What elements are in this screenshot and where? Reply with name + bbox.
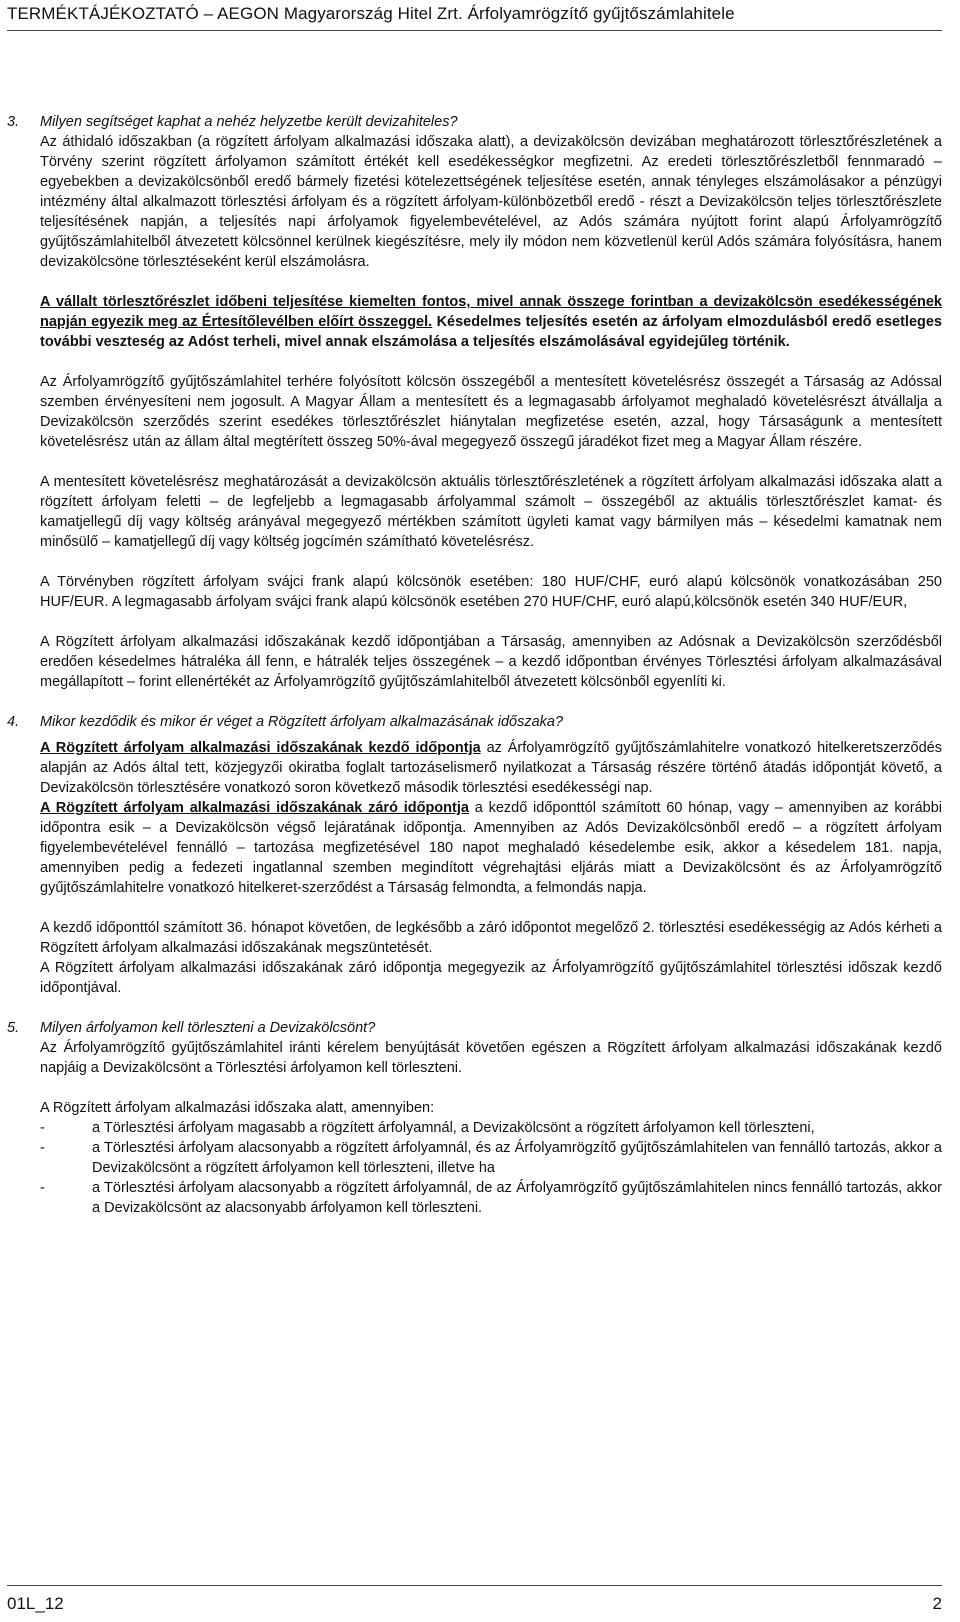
document-code: 01L_12: [7, 1594, 64, 1613]
page-footer: [7, 1585, 942, 1616]
section-4-body: [40, 738, 942, 998]
list-item-text: a Törlesztési árfolyam magasabb a rögzített árfolyamnál, a Devizakölcsönt a rögzített árfolyamon kell törleszteni,: [92, 1120, 815, 1136]
list-item-text: a Törlesztési árfolyam alacsonyabb a rögzített árfolyamnál, és az Árfolyamrögzítő gyűjtőszámlahitelen van fennálló tartozás, akkor a Devizakölcsönt a rögzített árfolyamon kell törleszteni, illetve ha: [92, 1140, 942, 1176]
section-number: 4.: [7, 714, 20, 730]
section-number: 5.: [7, 1020, 20, 1036]
list-item: [40, 1138, 942, 1178]
section-5-body: [40, 1038, 942, 1118]
paragraph: [40, 798, 942, 898]
bullet-marker: -: [40, 1120, 45, 1136]
paragraph: [40, 738, 942, 798]
paragraph: A mentesített követelésrész meghatározását a devizakölcsön aktuális törlesztőrészletének a rögzített árfolyam alkalmazási időszaka alatt a rögzített árfolyam feletti – de legfeljebb a legmagasabb árfolyammal számolt – összegéből az aktuális törlesztőrészlet kamat- és kamatjellegű díj vagy költség arányával megegyező mértékben számított ügyleti kamat vagy bármilyen más – késedelmi kamatnak nem minősülő – kamatjellegű díj vagy költség jogcímén számítható követelésrész.: [40, 474, 942, 550]
section-title: Milyen segítséget kaphat a nehéz helyzetbe került devizahiteles?: [40, 114, 458, 130]
list-item-text: a Törlesztési árfolyam alacsonyabb a rögzített árfolyamnál, de az Árfolyamrögzítő gyűjtőszámlahitelen nincs fennálló tartozás, akkor a Devizakölcsönt az alacsonyabb árfolyamon kell törleszteni.: [92, 1180, 942, 1216]
page-header: [7, 2, 942, 31]
bold-text: Késedelmes teljesítés esetén az árfolyam elmozdulásból eredő esetleges további veszteség az Adóst terheli, mivel annak elszámolása a teljesítés elszámolásával egyidejűleg történik.: [40, 314, 942, 350]
bullet-marker: -: [40, 1180, 45, 1196]
section-5-heading: [7, 1018, 942, 1038]
paragraph: A Rögzített árfolyam alkalmazási időszaka alatt, amennyiben:: [40, 1100, 435, 1116]
section-number: 3.: [7, 114, 20, 130]
bullet-marker: -: [40, 1140, 45, 1156]
list-item: [40, 1178, 942, 1218]
section-title: Milyen árfolyamon kell törleszteni a Devizakölcsönt?: [40, 1020, 376, 1036]
document-body: [7, 112, 942, 1218]
paragraph: A Törvényben rögzített árfolyam svájci frank alapú kölcsönök esetében: 180 HUF/CHF, euró alapú kölcsönök vonatkozásában 250 HUF/EUR. A legmagasabb árfolyam svájci frank alapú kölcsönök esetében 270 HUF/CHF, euró alapú,kölcsönök esetén 340 HUF/EUR,: [40, 574, 942, 610]
section-title: Mikor kezdődik és mikor ér véget a Rögzített árfolyam alkalmazásának időszaka?: [40, 714, 564, 730]
paragraph: A Rögzített árfolyam alkalmazási időszakának kezdő időpontjában a Társaság, amennyiben az Adósnak a Devizakölcsön szerződésből eredően késedelmes hátraléka áll fenn, e hátralék teljes összegének – a kezdő időpontban érvényes Törlesztési árfolyam alkalmazásával megállapított – forint ellenértékét az Árfolyamrögzítő gyűjtőszámlahitelből átvezetett kölcsönből egyenlíti ki.: [40, 634, 942, 690]
paragraph: Az áthidaló időszakban (a rögzített árfolyam alkalmazási időszaka alatt), a devizakölcsön devizában meghatározott törlesztőrészletének a Törvény szerint rögzített árfolyamon számított értékét kell esedékességkor megfizetni. Az eredeti törlesztőrészletből fennmaradó – egyebekben a devizakölcsönből eredő bármely fizetési kötelezettségének teljesítése esetén, annak tényleges elszámolásakor a pénzügyi intézmény által alkalmazott törlesztési árfolyam és a rögzített árfolyam-különbözetből eredő - részt a Devizakölcsön teljes törlesztőrészlete teljesítésének napján, a teljesítés napi árfolyamok figyelembevételével, az Adós számára nyújtott forint alapú Árfolyamrögzítő gyűjtőszámlahitelből átvezetett kölcsönnel kerülnek kiegészítésre, mely ily módon nem közvetlenül kerül Adós számára folyósításra, hanem devizakölcsöne törlesztéseként kerül elszámolásra.: [40, 134, 942, 270]
list-item: [40, 1118, 942, 1138]
paragraph: A Rögzített árfolyam alkalmazási időszakának záró időpontja megegyezik az Árfolyamrögzítő gyűjtőszámlahitel törlesztési időszak kezdő időpontjával.: [40, 960, 942, 996]
underlined-text: A vállalt törlesztőrészlet időbeni teljesítése kiemelten fontos, mivel annak összege forintban a devizakölcsön esedékességének napján egyezik meg az Értesítőlevélben előírt összeggel.: [40, 294, 942, 330]
paragraph-emphasis: [40, 292, 942, 352]
section-4-heading: [7, 712, 942, 732]
section-3-heading: [7, 112, 942, 132]
paragraph: Az Árfolyamrögzítő gyűjtőszámlahitel terhére folyósított kölcsön összegéből a mentesített követelésrész összegét a Társaság az Adóssal szemben érvényesíteni nem jogosult. A Magyar Állam a mentesített és a legmagasabb árfolyamot meghaladó követelésrészt átvállalja a Devizakölcsön szerződés szerint esedékes törlesztőrészlet hiánytalan megfizetése esetén, azzal, hogy Társaságunk a mentesített követelésrész után az állam által megtérített összeg 50%-ával megegyező összegű járadékot fizet meg a Magyar Állam részére.: [40, 374, 942, 450]
header-title: TERMÉKTÁJÉKOZTATÓ – AEGON Magyarország Hitel Zrt. Árfolyamrögzítő gyűjtőszámlahitele: [7, 4, 735, 23]
text: az Árfolyamrögzítő gyűjtőszámlahitelre vonatkozó hitelkeretszerződés alapján az Adós által tett, közjegyzői okiratba foglalt tartozáselismerő nyilatkozat a Társaság részére történő átadás időpontját követő, a Devizakölcsön törlesztésére vonatkozó soron következő második törlesztési esedékességi nap.: [40, 740, 942, 796]
paragraph: A kezdő időponttól számított 36. hónapot követően, de legkésőbb a záró időpontot megelőző 2. törlesztési esedékességig az Adós kérheti a Rögzített árfolyam alkalmazási időszakának megszüntetését.: [40, 920, 942, 956]
section-3-body: [40, 132, 942, 692]
paragraph: Az Árfolyamrögzítő gyűjtőszámlahitel iránti kérelem benyújtását követően egészen a Rögzített árfolyam alkalmazási időszakának kezdő napjáig a Devizakölcsönt a Törlesztési árfolyamon kell törleszteni.: [40, 1040, 942, 1076]
text: a kezdő időponttól számított 60 hónap, vagy – amennyiben az korábbi időpontra esik – a Devizakölcsön végső lejáratának időpontja. Amennyiben az Adós Devizakölcsönből eredő – a rögzített árfolyam figyelembevételével fennálló – tartozása megfizetésével 180 napot meghaladó késedelembe esik, akkor a késedelem 181. napja, amennyiben pedig a fedezeti ingatlannal szemben megindított végrehajtási eljárás miatt a Devizakölcsönt és az Árfolyamrögzítő gyűjtőszámlahitelre vonatkozó hitelkeret-szerződést a Társaság felmondta, a felmondás napja.: [40, 800, 942, 896]
bold-underlined-text: A Rögzített árfolyam alkalmazási időszakának záró időpontja: [40, 800, 469, 816]
bold-underlined-text: A Rögzített árfolyam alkalmazási időszakának kezdő időpontja: [40, 740, 481, 756]
page-number: 2: [932, 1594, 942, 1613]
